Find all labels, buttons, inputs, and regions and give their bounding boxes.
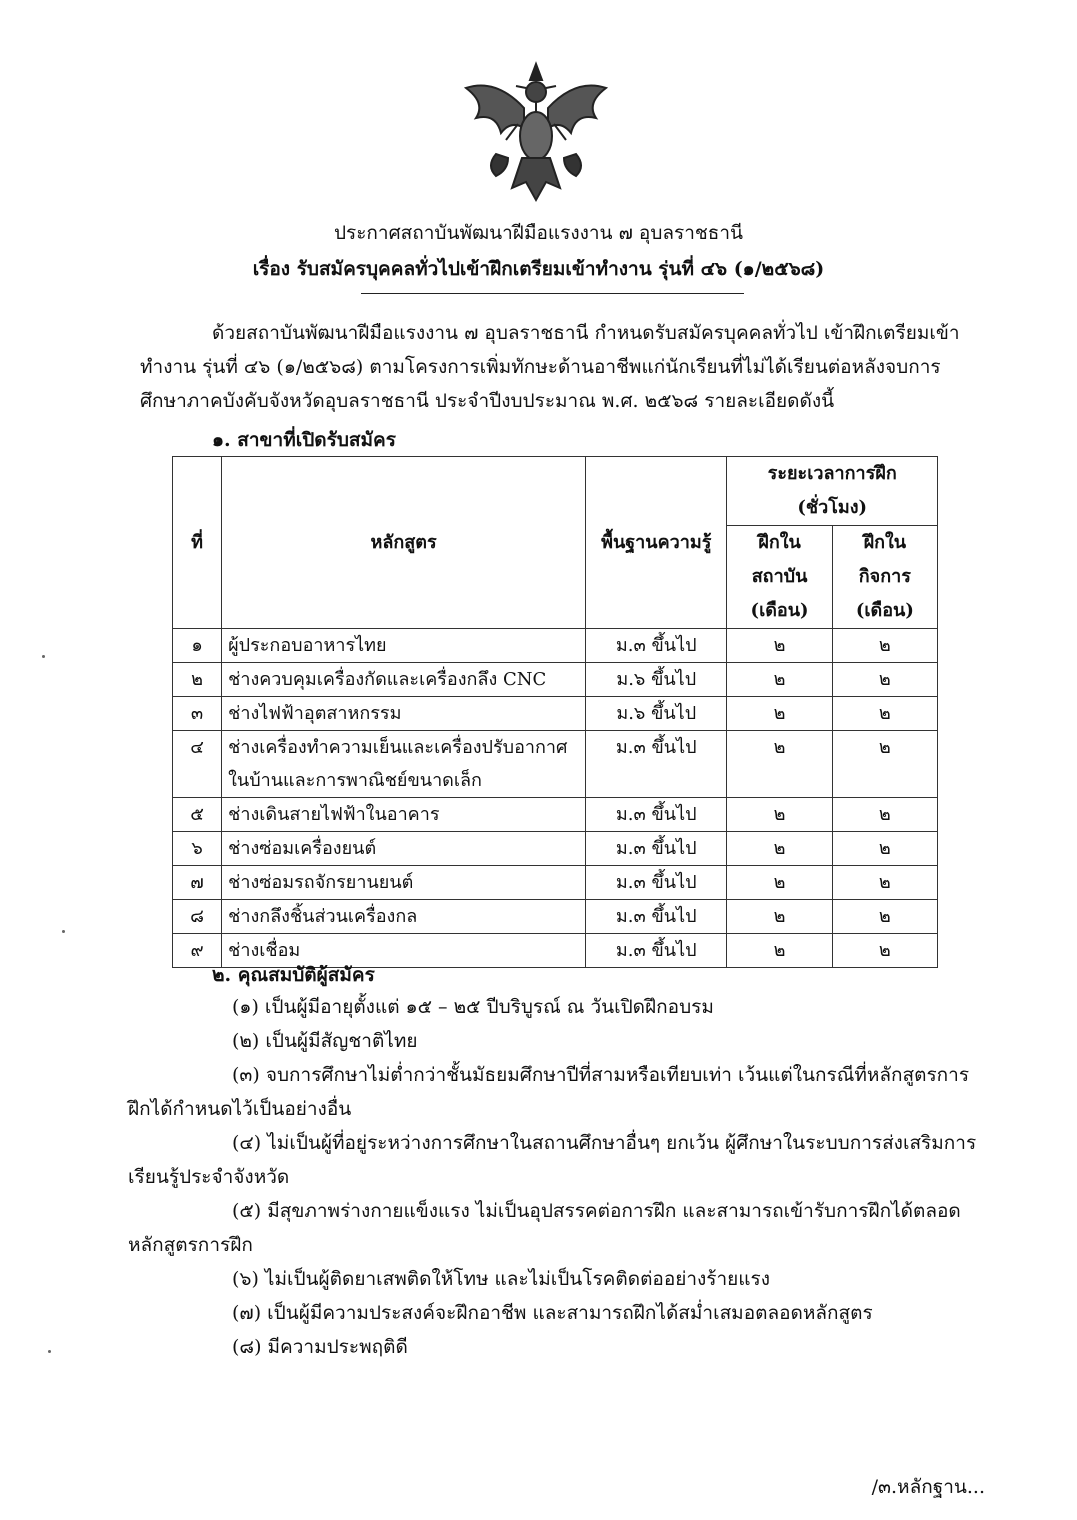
course-row <box>173 798 938 832</box>
qualification-item: (๒) เป็นผู้มีสัญชาติไทย <box>232 1030 418 1052</box>
course-row-no: ๖ <box>173 832 222 866</box>
continuation-note: /๓.หลักฐาน... <box>871 1476 985 1498</box>
section2-heading: ๒. คุณสมบัติผู้สมัคร <box>212 964 375 986</box>
course-row-name: ช่างเชื่อม <box>222 934 586 968</box>
qualification-item: (๘) มีความประพฤติดี <box>232 1336 408 1358</box>
qualification-item: (๗) เป็นผู้มีความประสงค์จะฝึกอาชีพ และสามารถฝึกได้สม่ำเสมอตลอดหลักสูตร <box>232 1302 873 1324</box>
scan-speck <box>62 930 65 933</box>
title-divider <box>361 293 744 294</box>
course-row-name: ช่างไฟฟ้าอุตสาหกรรม <box>222 697 586 731</box>
qualification-item: (๖) ไม่เป็นผู้ติดยาเสพติดให้โทษ และไม่เป็นโรคติดต่ออย่างร้ายแรง <box>232 1268 771 1290</box>
course-row-institute-months: ๒ <box>727 832 832 866</box>
col-duration-header: ระยะเวลาการฝึก (ชั่วโมง) <box>727 457 938 526</box>
course-row-no: ๗ <box>173 866 222 900</box>
course-row-basis: ม.๓ ขึ้นไป <box>586 866 727 900</box>
course-row-no: ๕ <box>173 798 222 832</box>
course-row <box>173 663 938 697</box>
col-company-header: ฝึกใน กิจการ (เดือน) <box>832 526 937 629</box>
col-basis-header: พื้นฐานความรู้ <box>586 457 727 629</box>
qualification-item: (๕) มีสุขภาพร่างกายแข็งแรง ไม่เป็นอุปสรรคต่อการฝึก และสามารถเข้ารับการฝึกได้ตลอดหลักสูตรการฝึก <box>128 1200 961 1256</box>
col-no-header: ที่ <box>173 457 222 629</box>
intro-paragraph: ด้วยสถาบันพัฒนาฝีมือแรงงาน ๗ อุบลราชธานี กำหนดรับสมัครบุคคลทั่วไป เข้าฝึกเตรียมเข้าทำงาน รุ่นที่ ๔๖ (๑/๒๕๖๘) ตามโครงการเพิ่มทักษะด้านอาชีพแก่นักเรียนที่ไม่ได้เรียนต่อหลังจบการศึกษาภาคบังคับจังหวัดอุบลราชธานี ประจำปีงบประมาณ พ.ศ. ๒๕๖๘ รายละเอียดดังนี้ <box>140 322 960 412</box>
course-row-institute-months: ๒ <box>727 697 832 731</box>
course-row-name: ผู้ประกอบอาหารไทย <box>222 629 586 663</box>
course-row-company-months: ๒ <box>832 934 937 968</box>
course-row-basis: ม.๓ ขึ้นไป <box>586 798 727 832</box>
course-row-company-months: ๒ <box>832 663 937 697</box>
course-row-company-months: ๒ <box>832 697 937 731</box>
course-row-company-months: ๒ <box>832 866 937 900</box>
qualification-item: (๔) ไม่เป็นผู้ที่อยู่ระหว่างการศึกษาในสถานศึกษาอื่นๆ ยกเว้น ผู้ศึกษาในระบบการส่งเสริมการเรียนรู้ประจำจังหวัด <box>128 1132 977 1188</box>
course-row-basis: ม.๖ ขึ้นไป <box>586 697 727 731</box>
course-row-basis: ม.๓ ขึ้นไป <box>586 731 727 798</box>
course-row-company-months: ๒ <box>832 832 937 866</box>
course-row <box>173 866 938 900</box>
course-row-name: ช่างซ่อมเครื่องยนต์ <box>222 832 586 866</box>
course-row-no: ๒ <box>173 663 222 697</box>
course-row-name: ช่างเครื่องทำความเย็นและเครื่องปรับอากาศในบ้านและการพาณิชย์ขนาดเล็ก <box>222 731 586 798</box>
course-row <box>173 697 938 731</box>
course-row-institute-months: ๒ <box>727 798 832 832</box>
course-row-company-months: ๒ <box>832 900 937 934</box>
qualification-item: (๓) จบการศึกษาไม่ต่ำกว่าชั้นมัธยมศึกษาปีที่สามหรือเทียบเท่า เว้นแต่ในกรณีที่หลักสูตรการฝึกได้กำหนดไว้เป็นอย่างอื่น <box>128 1064 970 1120</box>
course-row-basis: ม.๖ ขึ้นไป <box>586 663 727 697</box>
course-row-name: ช่างควบคุมเครื่องกัดและเครื่องกลึง CNC <box>222 663 586 697</box>
scan-speck <box>48 1350 51 1353</box>
course-row-institute-months: ๒ <box>727 900 832 934</box>
col-course-header: หลักสูตร <box>222 457 586 629</box>
course-row-basis: ม.๓ ขึ้นไป <box>586 934 727 968</box>
course-row-name: ช่างกลึงชิ้นส่วนเครื่องกล <box>222 900 586 934</box>
courses-table-body <box>173 629 938 968</box>
qualification-item: (๑) เป็นผู้มีอายุตั้งแต่ ๑๕ – ๒๕ ปีบริบูรณ์ ณ วันเปิดฝึกอบรม <box>232 996 714 1018</box>
course-row-basis: ม.๓ ขึ้นไป <box>586 900 727 934</box>
announcement-subject: เรื่อง รับสมัครบุคคลทั่วไปเข้าฝึกเตรียมเข้าทำงาน รุ่นที่ ๔๖ (๑/๒๕๖๘) <box>252 258 825 280</box>
course-row <box>173 900 938 934</box>
scan-speck <box>42 655 45 658</box>
course-row-institute-months: ๒ <box>727 934 832 968</box>
course-row-company-months: ๒ <box>832 629 937 663</box>
course-row <box>173 629 938 663</box>
garuda-emblem-icon <box>456 58 616 208</box>
announcement-title: ประกาศสถาบันพัฒนาฝีมือแรงงาน ๗ อุบลราชธานี <box>333 222 744 244</box>
col-institute-header: ฝึกใน สถาบัน (เดือน) <box>727 526 832 629</box>
course-row-basis: ม.๓ ขึ้นไป <box>586 629 727 663</box>
course-row-name: ช่างเดินสายไฟฟ้าในอาคาร <box>222 798 586 832</box>
course-row-no: ๘ <box>173 900 222 934</box>
course-row-name: ช่างซ่อมรถจักรยานยนต์ <box>222 866 586 900</box>
course-row-company-months: ๒ <box>832 731 937 798</box>
course-row <box>173 731 938 798</box>
course-row-no: ๔ <box>173 731 222 798</box>
course-row-institute-months: ๒ <box>727 866 832 900</box>
course-row-no: ๙ <box>173 934 222 968</box>
course-row-basis: ม.๓ ขึ้นไป <box>586 832 727 866</box>
course-row-institute-months: ๒ <box>727 731 832 798</box>
course-row-no: ๓ <box>173 697 222 731</box>
section1-heading: ๑. สาขาที่เปิดรับสมัคร <box>212 429 396 451</box>
course-row-no: ๑ <box>173 629 222 663</box>
course-row-institute-months: ๒ <box>727 629 832 663</box>
course-row-institute-months: ๒ <box>727 663 832 697</box>
course-row <box>173 832 938 866</box>
course-row-company-months: ๒ <box>832 798 937 832</box>
courses-table <box>172 456 938 968</box>
